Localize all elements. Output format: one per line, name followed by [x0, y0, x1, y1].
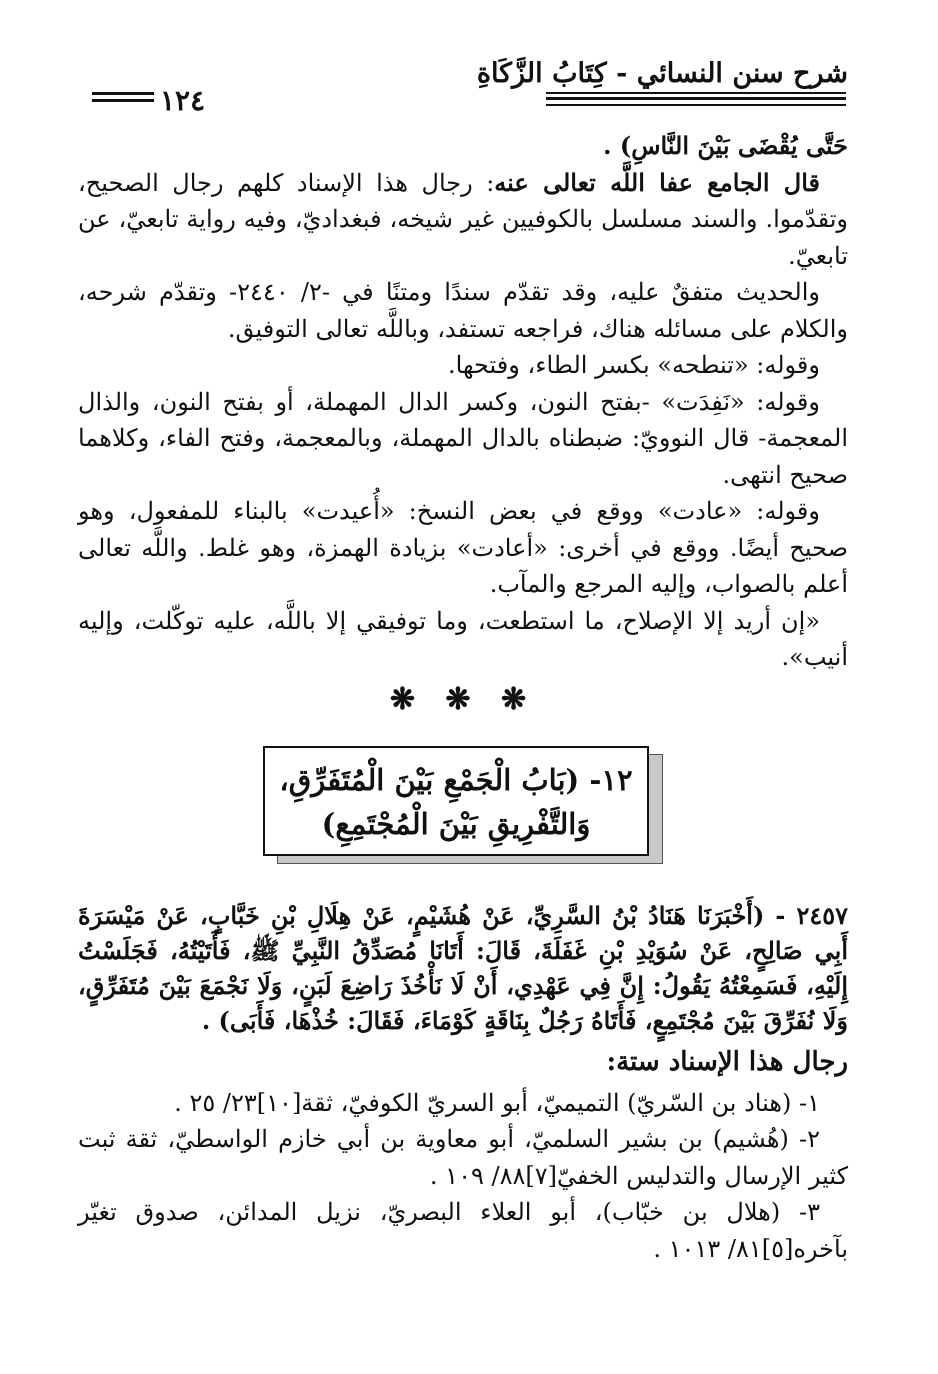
paragraph: وقوله: «تنطحه» بكسر الطاء، وفتحها.	[448, 351, 820, 379]
header-rule	[546, 97, 846, 100]
header-rule	[546, 92, 846, 94]
paragraph	[78, 165, 848, 275]
page-number: ١٢٤	[160, 84, 206, 117]
narrator-entry: ٣- (هلال بن خبّاب)، أبو العلاء البصريّ، نزيل المدائن، صدوق تغيّر بآخره[٥]٨١/ ١٠١٣ .	[78, 1198, 848, 1263]
header-rule	[546, 104, 846, 106]
narrator-entry: ١- (هناد بن السّريّ) التميميّ، أبو السريّ الكوفيّ، ثقة[١٠]٢٣/ ٢٥ .	[174, 1088, 820, 1117]
chapter-title-line: ١٢- (بَابُ الْجَمْعِ بَيْنَ الْمُتَفَرِّقِ،	[279, 763, 633, 797]
paragraph: والحديث متفقٌ عليه، وقد تقدّم سندًا ومتنًا في -٢/ ٢٤٤٠- وتقدّم شرحه، والكلام على مسائله هناك، فراجعه تستفد، وباللَّه تعالى التوفيق.	[78, 278, 848, 343]
paragraph: وقوله: «عادت» ووقع في بعض النسخ: «أُعيدت» بالبناء للمفعول، وهو صحيح أيضًا. ووقع في أخرى: «أعادت» بزيادة الهمزة، وهو غلط. واللَّه تعالى أعلم بالصواب، وإليه المرجع والمآب.	[78, 497, 848, 598]
narrator-entry: ٢- (هُشيم) بن بشير السلميّ، أبو معاوية بن أبي خازم الواسطيّ، ثقة ثبت كثير الإرسال والتدليس الخفيّ[٧]٨٨/ ١٠٩ .	[78, 1125, 848, 1190]
paragraph-lead: قال الجامع عفا اللَّه تعالى عنه	[494, 167, 820, 197]
chapter-heading	[263, 746, 663, 864]
paragraph: حَتَّى يُقْضَى بَيْنَ النَّاسِ) .	[603, 131, 848, 160]
chapter-title-line: وَالتَّفْرِيقِ بَيْنَ الْمُجْتَمِعِ)	[321, 807, 591, 841]
running-header-title: شرح سنن النسائي - كِتَابُ الزَّكَاةِ	[476, 58, 848, 89]
paragraph: وقوله: «نَفِدَت» -بفتح النون، وكسر الدال المهملة، أو بفتح النون، والذال المعجمة- قال النوويّ: ضبطناه بالدال المهملة، وبالمعجمة، وفتح الفاء، وكلاهما صحيح انتهى.	[78, 387, 848, 489]
chapter-heading-box	[263, 746, 649, 856]
section-divider: ❋ ❋ ❋	[389, 681, 537, 717]
paragraph: «إن أريد إلا الإصلاح، ما استطعت، وما توفيقي إلا باللَّه، عليه توكّلت، وإليه أنيب».	[78, 606, 848, 671]
paragraph-text: : رجال هذا الإسناد كلهم رجال الصحيح، وتقدّموا. والسند مسلسل بالكوفيين غير شيخه، فبغداديّ، وفيه رواية تابعيّ، عن تابعيّ.	[78, 168, 848, 270]
page-number-rule	[92, 92, 154, 106]
page-body	[78, 128, 848, 1267]
narrators-heading: رجال هذا الإسناد ستة:	[606, 1047, 848, 1077]
hadith-text: ٢٤٥٧ - (أَخْبَرَنَا هَنَادُ بْنُ السَّرِيِّ، عَنْ هُشَيْمٍ، عَنْ هِلَالِ بْنِ خَبَّابٍ، عَنْ مَيْسَرَةَ أَبِي صَالِحٍ، عَنْ سُوَيْدِ بْنِ غَفَلَةَ، قَالَ: أَتَانَا مُصَدِّقُ النَّبِيِّ ﷺ، فَأَتَيْتُهُ، فَجَلَسْتُ إِلَيْهِ، فَسَمِعْتُهُ يَقُولُ: إِنَّ فِي عَهْدِي، أَنْ لَا نَأْخُذَ رَاضِعَ لَبَنٍ، وَلَا نَجْمَعَ بَيْنَ مُتَفَرِّقٍ، وَلَا نُفَرِّقَ بَيْنَ مُجْتَمِعٍ، فَأَتَاهُ رَجُلٌ بِنَاقَةٍ كَوْمَاءَ، فَقَالَ: خُذْهَا، فَأَبَى) .	[78, 901, 848, 1035]
